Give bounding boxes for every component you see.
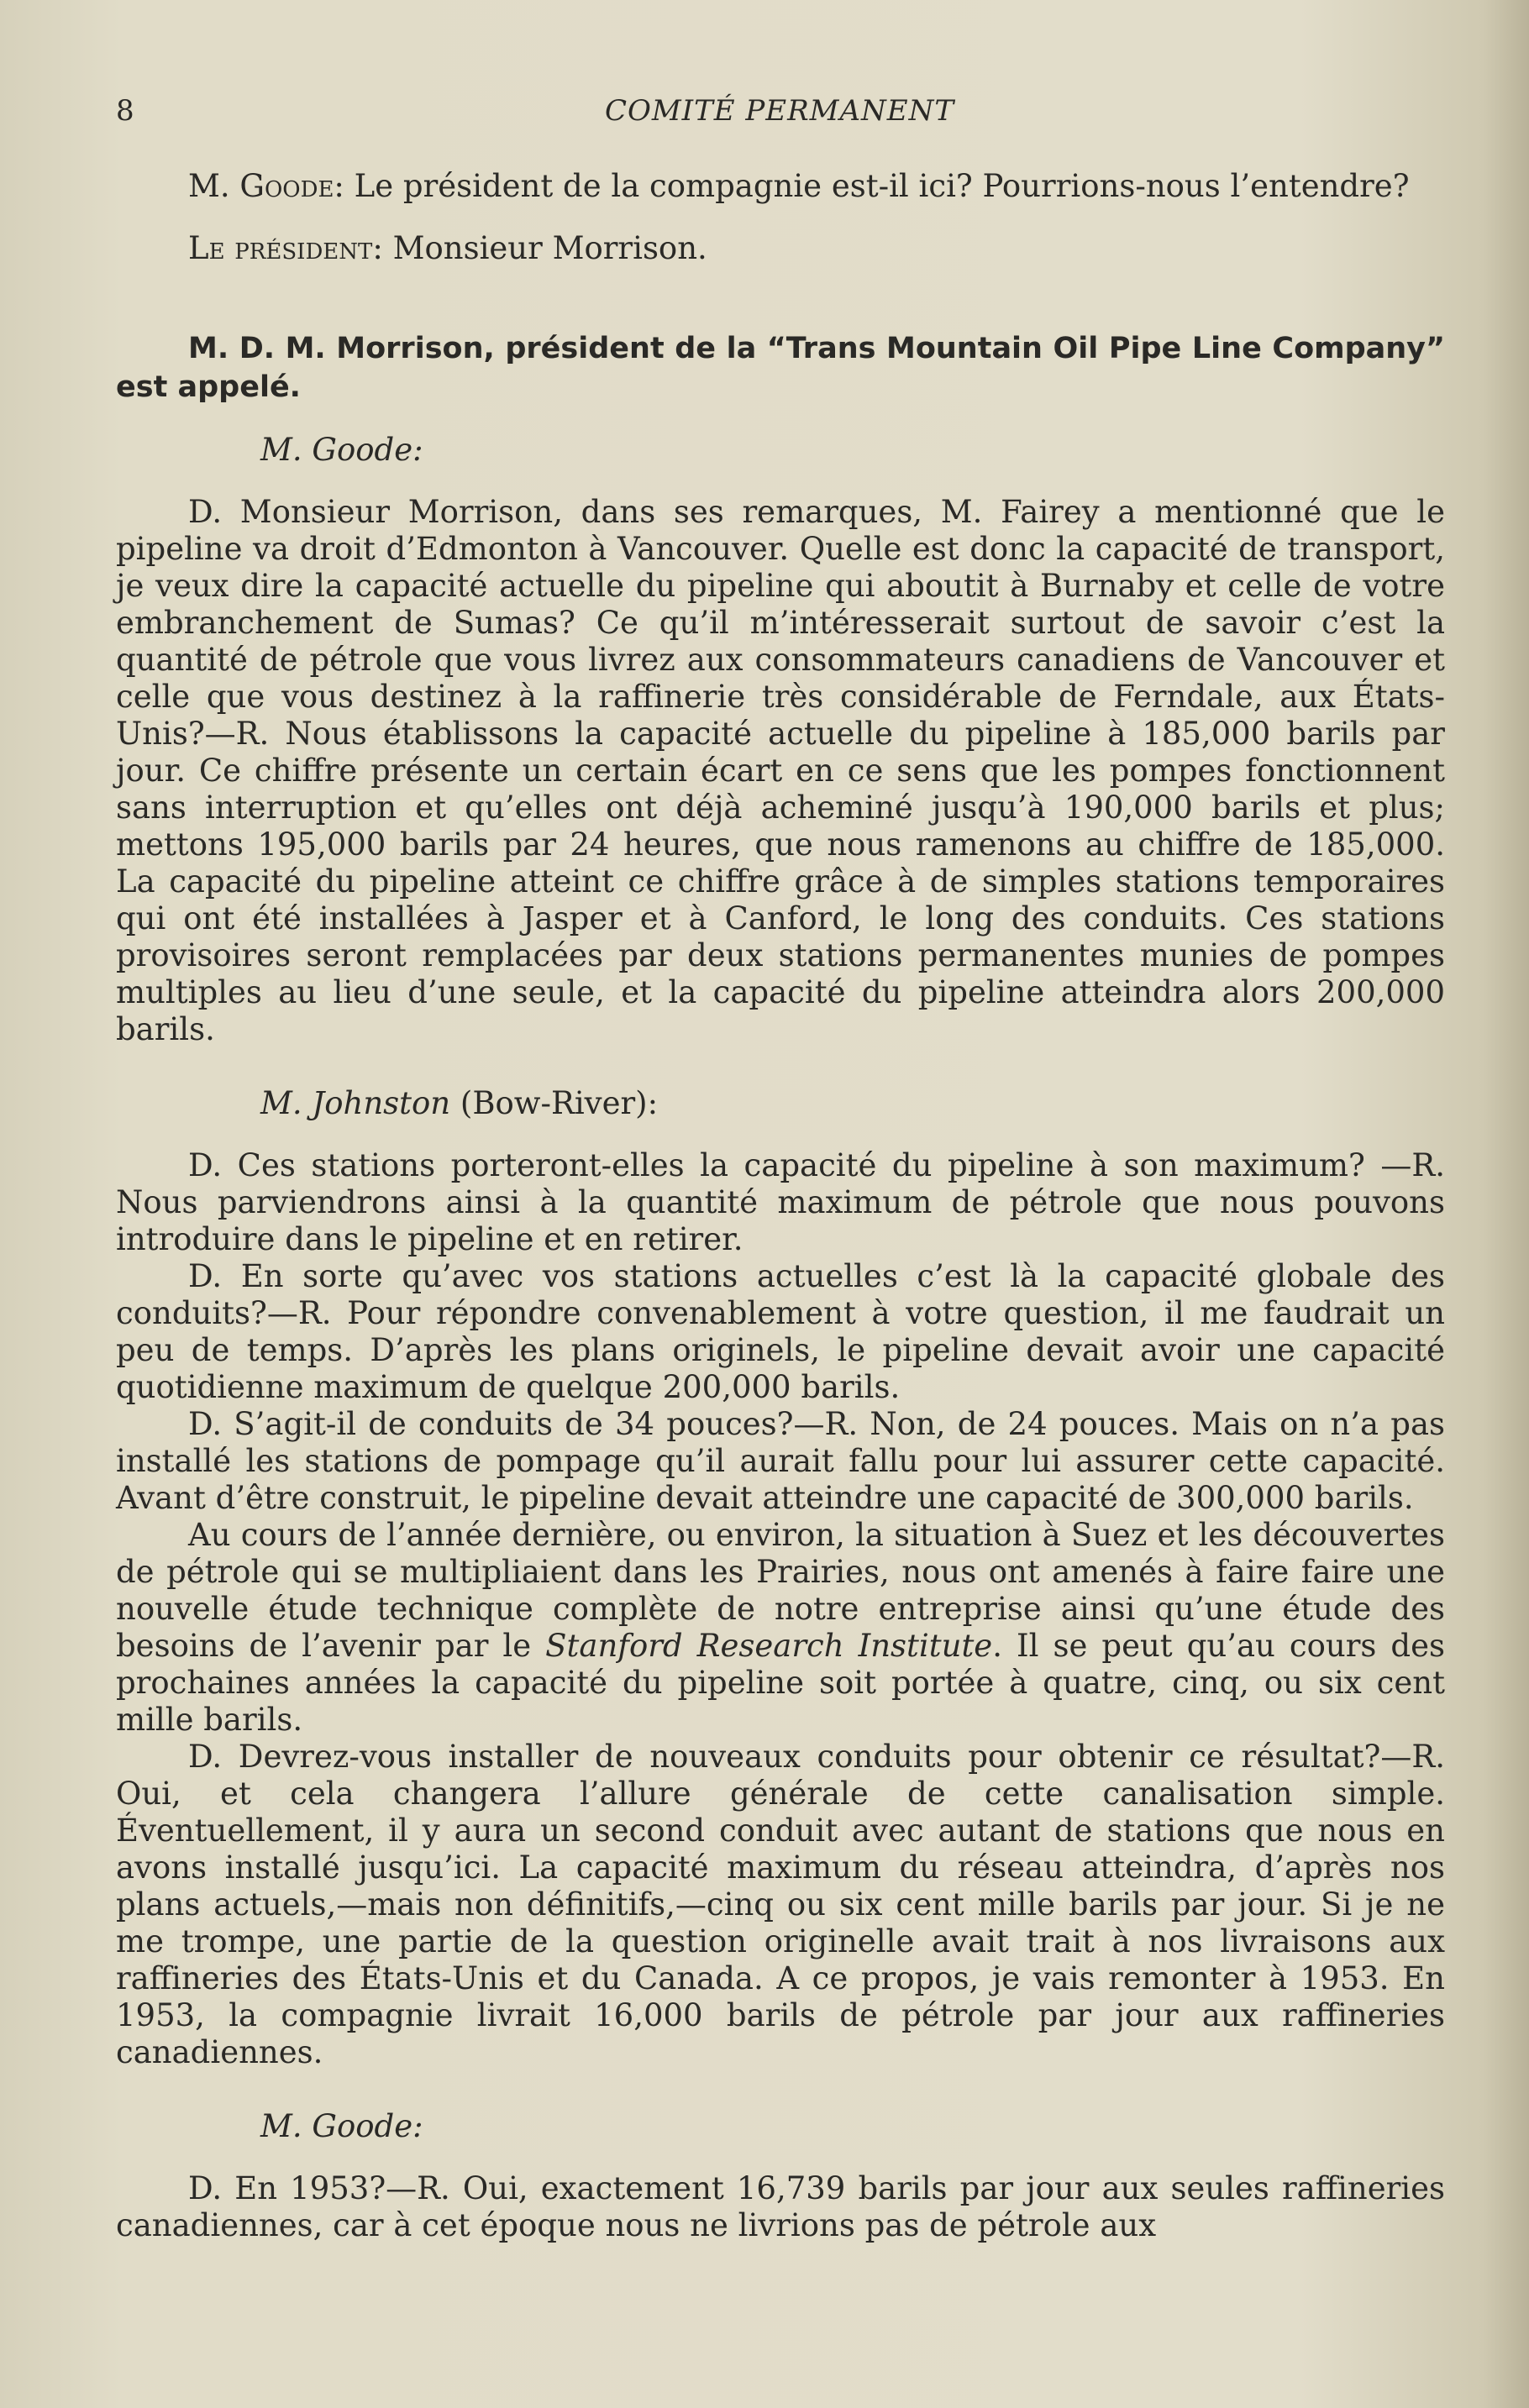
section2-speaker <box>260 1085 1445 1122</box>
section3-paragraph-1: D. En 1953?—R. Oui, exactement 16,739 barils par jour aux seules raffineries canadiennes, car à cet époque nous ne livrions pas de pétrole aux <box>116 2170 1445 2243</box>
section2-paragraph-3: D. S’agit-il de conduits de 34 pouces?—R. Non, de 24 pouces. Mais on n’a pas installé les stations de pompage qu’il aurait fallu pour lui assurer cette capacité. Avant d’être construit, le pipeline devait atteindre une capacité de 300,000 barils. <box>116 1406 1445 1516</box>
speaker-goode: M. Goode: <box>188 168 344 204</box>
section1-paragraph: D. Monsieur Morrison, dans ses remarques, M. Fairey a mentionné que le pipeline va droit d’Edmonton à Vancouver. Quelle est donc la capacité de transport, je veux dire la capacité actuelle du pipeline qui aboutit à Burnaby et celle de votre embranchement de Sumas? Ce qu’il m’intéresserait surtout de savoir c’est la quantité de pétrole que vous livrez aux consommateurs canadiens de Vancouver et celle que vous destinez à la raffinerie très considérable de Ferndale, aux États-Unis?—R. Nous établissons la capacité actuelle du pipeline à 185,000 barils par jour. Ce chiffre présente un certain écart en ce sens que les pompes fonctionnent sans interruption et qu’elles ont déjà acheminé jusqu’à 190,000 barils et plus; mettons 195,000 barils par 24 heures, que nous ramenons au chiffre de 185,000. La capacité du pipeline atteint ce chiffre grâce à de simples stations temporaires qui ont été installées à Jasper et à Canford, le long des conduits. Ces stations provisoires seront remplacées par deux stations permanentes munies de pompes multiples au lieu d’une seule, et la capacité du pipeline atteindra alors 200,000 barils. <box>116 494 1445 1047</box>
section2-paragraph-4-text-b: . Il se peut qu’au cours des prochaines années la capacité du pipeline soit portée à quatre, cinq, ou six cent mille barils. <box>116 1628 1445 1738</box>
page-number: 8 <box>116 94 134 128</box>
section2-paragraph-1: D. Ces stations porteront-elles la capacité du pipeline à son maximum? —R. Nous parviendrons ainsi à la quantité maximum de pétrole que nous pouvons introduire dans le pipeline et en retirer. <box>116 1147 1445 1257</box>
speaker-president: Le président: <box>188 230 383 266</box>
section3-speaker: M. Goode: <box>260 2108 423 2144</box>
running-head: COMITÉ PERMANENT <box>604 94 955 128</box>
institute-name: Stanford Research Institute <box>545 1628 993 1664</box>
page-header <box>116 94 1443 134</box>
witness-heading: M. D. M. Morrison, président de la “Trans Mountain Oil Pipe Line Company” est appelé. <box>116 332 1445 404</box>
section2-speaker-name: M. Johnston <box>260 1085 451 1121</box>
section2-paragraph-5: D. Devrez-vous installer de nouveaux conduits pour obtenir ce résultat?—R. Oui, et cela changera l’allure générale de cette canalisation simple. Éventuellement, il y aura un second conduit avec autant de stations que nous en avons installé jusqu’ici. La capacité maximum du réseau atteindra, d’après nos plans actuels,—mais non définitifs,—cinq ou six cent mille barils par jour. Si je ne me trompe, une partie de la question originelle avait trait à nos livraisons aux raffineries des États-Unis et du Canada. A ce propos, je vais remonter à 1953. En 1953, la compagnie livrait 16,000 barils de pétrole par jour aux raffineries canadiennes. <box>116 1739 1445 2070</box>
intro-goode-paragraph <box>116 168 1445 205</box>
section2-speaker-riding: (Bow-River): <box>460 1085 659 1121</box>
page-body <box>116 168 1445 2244</box>
section1-speaker: M. Goode: <box>260 432 423 468</box>
intro-president-text: Monsieur Morrison. <box>392 230 707 266</box>
section2-paragraph-4-text-a: Au cours de l’année dernière, ou environ, la situation à Suez et les découvertes de pétrole qui se multipliaient dans les Prairies, nous ont amenés à faire faire une nouvelle étude technique complète de notre entreprise ainsi qu’une étude des besoins de l’avenir par le <box>116 1517 1445 1664</box>
intro-president-paragraph <box>116 230 1445 267</box>
section2-paragraph-2: D. En sorte qu’avec vos stations actuelles c’est là la capacité globale des conduits?—R. Pour répondre convenablement à votre question, il me faudrait un peu de temps. D’après les plans originels, le pipeline devait avoir une capacité quotidienne maximum de quelque 200,000 barils. <box>116 1258 1445 1405</box>
section2-paragraph-4 <box>116 1517 1445 1739</box>
intro-goode-text: Le président de la compagnie est-il ici? Pourrions-nous l’entendre? <box>354 168 1410 204</box>
